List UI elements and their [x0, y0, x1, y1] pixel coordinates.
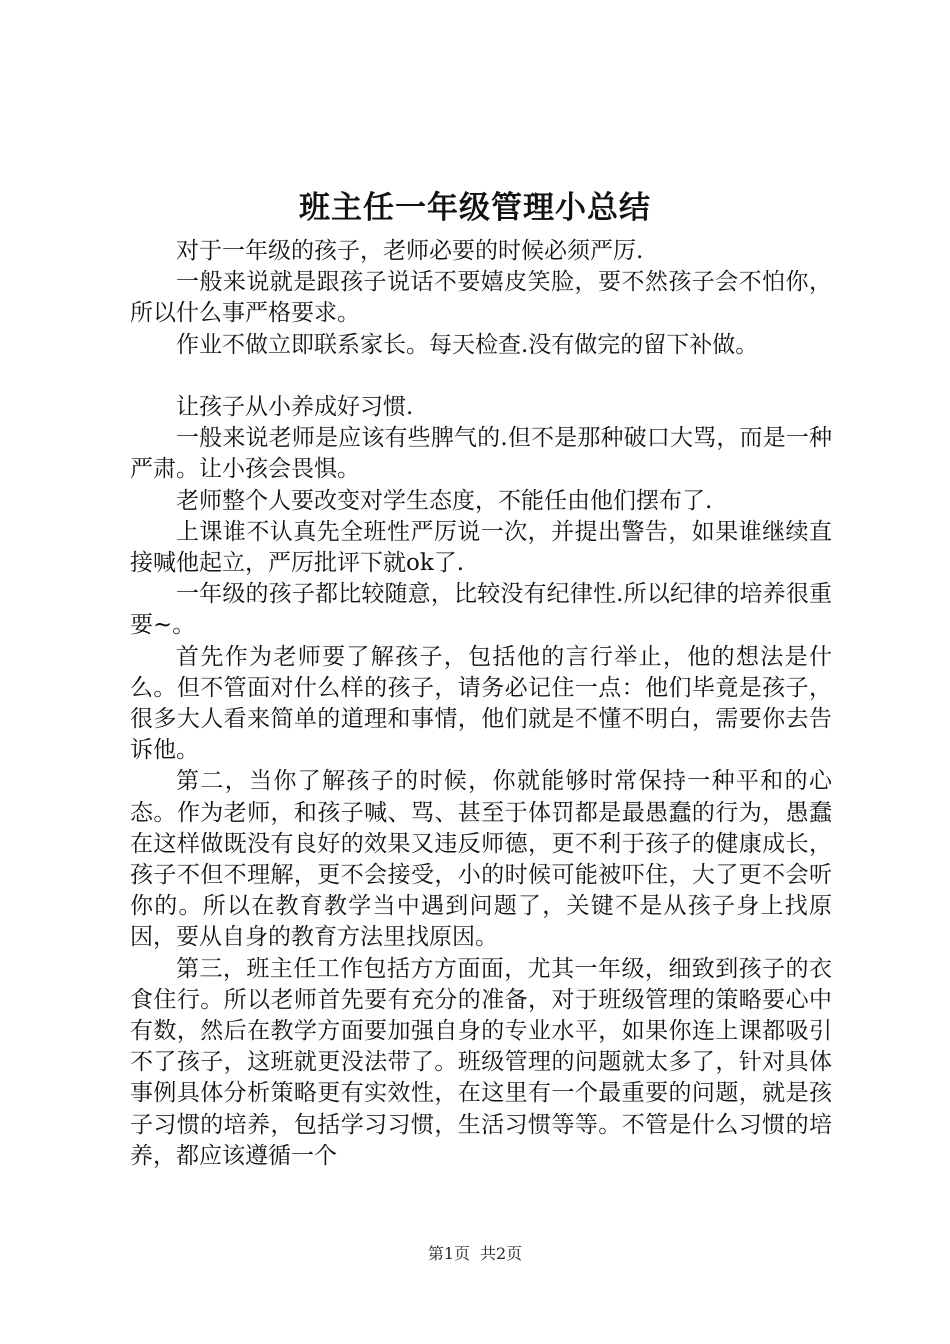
paragraph: 第三，班主任工作包括方方面面，尤其一年级，细致到孩子的衣食住行。所以老师首先要有充分的准备，对于班级管理的策略要心中有数，然后在教学方面要加强自身的专业水平，如果你连上课都吸引不了孩子，这班就更没法带了。班级管理的问题就太多了，针对具体事例具体分析策略更有实效性，在这里有一个最重要的问题，就是孩子习惯的培养，包括学习习惯，生活习惯等等。不管是什么习惯的培养，都应该遵循一个	[130, 955, 832, 1169]
paragraph: 首先作为老师要了解孩子，包括他的言行举止，他的想法是什么。但不管面对什么样的孩子，请务必记住一点：他们毕竟是孩子，很多大人看来简单的道理和事情，他们就是不懂不明白，需要你去告诉他。	[130, 643, 832, 764]
page-total: 共2页	[480, 1244, 523, 1263]
paragraph: 一年级的孩子都比较随意，比较没有纪律性.所以纪律的培养很重要~。	[130, 581, 832, 639]
paragraph: 对于一年级的孩子，老师必要的时候必须严厉.	[176, 238, 644, 264]
paragraph-spacer	[130, 361, 832, 392]
paragraph: 让孩子从小养成好习惯.	[176, 394, 414, 420]
document-body	[130, 236, 832, 1172]
paragraph: 第二，当你了解孩子的时候，你就能够时常保持一种平和的心态。作为老师，和孩子喊、骂、甚至于体罚都是最愚蠢的行为，愚蠢在这样做既没有良好的效果又违反师德，更不利于孩子的健康成长，孩子不但不理解，更不会接受，小的时候可能被吓住，大了更不会听你的。所以在教育教学当中遇到问题了，关键不是从孩子身上找原因，要从自身的教育方法里找原因。	[130, 768, 832, 951]
page-number: 第1页	[427, 1244, 470, 1263]
paragraph: 作业不做立即联系家长。每天检查.没有做完的留下补做。	[176, 331, 759, 358]
paragraph: 一般来说就是跟孩子说话不要嬉皮笑脸，要不然孩子会不怕你，所以什么事严格要求。	[130, 269, 832, 327]
paragraph: 老师整个人要改变对学生态度，不能任由他们摆布了.	[176, 487, 713, 514]
paragraph: 上课谁不认真先全班性严厉说一次，并提出警告，如果谁继续直接喊他起立，严厉批评下就ok了.	[130, 518, 832, 577]
document-title: 班主任一年级管理小总结	[299, 190, 651, 226]
paragraph: 一般来说老师是应该有些脾气的.但不是那种破口大骂，而是一种严肃。让小孩会畏惧。	[130, 425, 832, 483]
page-footer	[0, 1242, 950, 1266]
